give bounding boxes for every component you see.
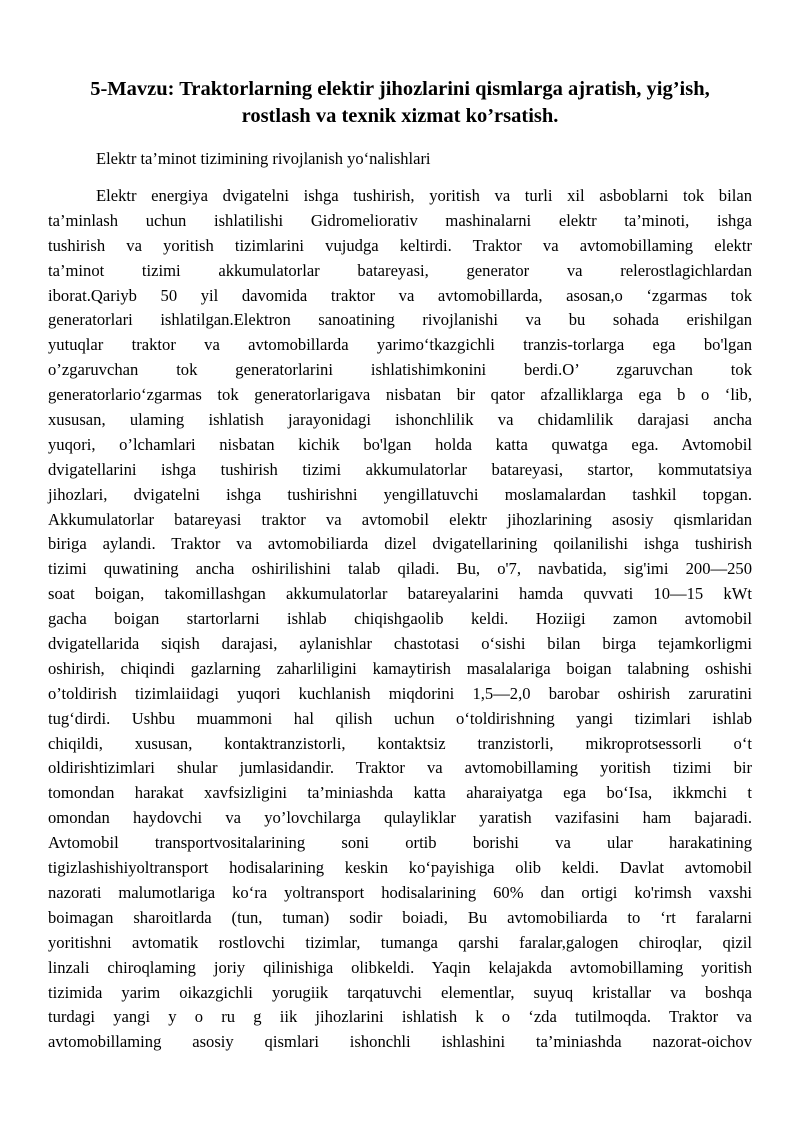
text-line: linzali chiroqlaming joriy qilinishiga olibkeldi. Yaqin kelajakda avtomobillaming yoritish (48, 957, 752, 977)
text-line: turdagi yangi y o ru g iik jihozlarini ishlatish k o ‘zda tutilmoqda. Traktor va (48, 1007, 752, 1027)
text-line: o’toldirish tizimlaiidagi yuqori kuchlanish miqdorini 1,5—2,0 barobar oshirish zaruratini (48, 683, 752, 703)
text-line: gacha boigan startorlarni ishlab chiqishgaolib keldi. Hoziigi zamon avtomobil (48, 609, 752, 629)
text-line: chiqildi, xususan, kontaktranzistorli, kontaktsiz tranzistorli, mikroprotsessorli o‘t (48, 733, 752, 753)
page-title (48, 76, 752, 130)
text-line: xususan, ulaming ishlatish jarayonidagi ishonchlilik va chidamlilik darajasi ancha (48, 410, 752, 430)
body-paragraph (48, 184, 752, 1055)
text-line: iborat.Qariyb 50 yil davomida traktor va avtomobillarda, asosan,o ‘zgarmas tok (48, 285, 752, 305)
text-line: jihozlari, dvigatelni ishga tushirishni yengillatuvchi moslamalardan tashkil topgan. (48, 484, 752, 504)
text-line: avtomobillaming asosiy qismlari ishonchli ishlashini ta’miniashda nazorat-oichov (48, 1032, 752, 1052)
text-line: boimagan sharoitlarda (tun, tuman) sodir boiadi, Bu avtomobiliarda to ‘rt faralarni (48, 907, 752, 927)
text-line: tomondan harakat xavfsizligini ta’miniashda katta aharaiyatga ega bo‘Isa, ikkmchi t (48, 783, 752, 803)
section-subtitle: Elektr ta’minot tizimining rivojlanish yo‘nalishlari (96, 149, 431, 168)
text-line: tug‘dirdi. Ushbu muammoni hal qilish uchun o‘toldirishning yangi tizimlari ishlab (48, 708, 752, 728)
text-line: omondan haydovchi va yo’lovchilarga qulayliklar yaratish vazifasini ham bajaradi. (48, 808, 752, 828)
text-line: dvigatellarini ishga tushirish tizimi akkumulatorlar batareyasi, startor, kommutatsiya (48, 459, 752, 479)
text-line: generatorlari ishlatilgan.Elektron sanoatining rivojlanishi va bu sohada erishilgan (48, 310, 752, 330)
text-line: Akkumulatorlar batareyasi traktor va avtomobil elektr jihozlarining asosiy qismlaridan (48, 509, 752, 529)
text-line: tushirish va yoritish tizimlarini vujudga keltirdi. Traktor va avtomobillaming elektr (48, 235, 752, 255)
text-line: ta’minot tizimi akkumulatorlar batareyasi, generator va relerostlagichlardan (48, 260, 752, 280)
text-line: nazorati malumotlariga ko‘ra yoltransport hodisalarining 60% dan ortigi ko'rimsh vaxshi (48, 882, 752, 902)
text-line: tizimi quwatining ancha oshirilishini talab qiladi. Bu, o'7, navbatida, sig'imi 200—250 (48, 559, 752, 579)
text-line: yutuqlar traktor va avtomobillarda yarimo‘tkazgichli tranzis-torlarga ega bo'lgan (48, 335, 752, 355)
title-line-1: 5-Mavzu: Traktorlarning elektir jihozlarini qismlarga ajratish, yig’ish, (90, 78, 710, 100)
text-line: o’zgaruvchan tok generatorlarini ishlatishimkonini berdi.O’ zgaruvchan tok (48, 360, 752, 380)
text-line: yoritishni avtomatik rostlovchi tizimlar, tumanga qarshi faralar,galogen chiroqlar, qizil (48, 932, 752, 952)
text-line: generatorlario‘zgarmas tok generatorlarigava nisbatan bir qator afzalliklarga ega b o ‘lib, (48, 385, 752, 405)
text-line: tigizlashishiyoltransport hodisalarining keskin ko‘payishiga olib keldi. Davlat avtomobil (48, 858, 752, 878)
text-line: yuqori, o’lchamlari nisbatan kichik bo'lgan holda katta quwatga ega. Avtomobil (48, 434, 752, 454)
text-line: dvigatellarida siqish darajasi, aylanishlar chastotasi o‘sishi bilan birga tejamkorligmi (48, 634, 752, 654)
text-line: tizimida yarim oikazgichli yorugiik tarqatuvchi elementlar, suyuq kristallar va boshqa (48, 982, 752, 1002)
text-line: ta’minlash uchun ishlatilishi Gidromeliorativ mashinalarni elektr ta’minoti, ishga (48, 210, 752, 230)
title-line-2: rostlash va texnik xizmat ko’rsatish. (241, 105, 559, 127)
text-line: oshirish, chiqindi gazlarning zaharliligini kamaytirish masalalariga boigan talabning oshishi (48, 658, 752, 678)
text-line: biriga aylandi. Traktor va avtomobiliarda dizel dvigatellarining qoilanilishi ishga tushirish (48, 534, 752, 554)
text-line: oldirishtizimlari shular jumlasidandir. Traktor va avtomobillaming yoritish tizimi bir (48, 758, 752, 778)
text-line: Avtomobil transportvositalarining soni ortib borishi va ular harakatining (48, 833, 752, 853)
text-line: soat boigan, takomillashgan akkumulatorlar batareyalarini hamda quvvati 10—15 kWt (48, 584, 752, 604)
text-line: Elektr energiya dvigatelni ishga tushirish, yoritish va turli xil asboblarni tok bilan (96, 186, 752, 205)
